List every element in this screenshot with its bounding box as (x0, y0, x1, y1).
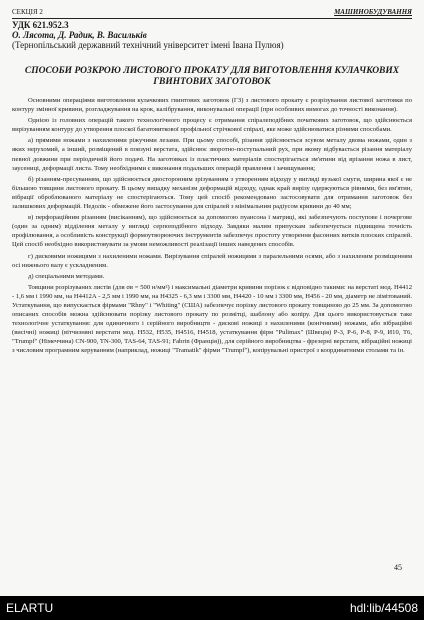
handle-link[interactable]: hdl:lib/44508 (349, 601, 418, 615)
authors: О. Лясота, Д. Радик, В. Васильків (12, 30, 147, 40)
list-item: б) різанням-пресуванням, що здійснюється двосторонним зрізуванням з утворенням відходу у вигляді вузької смуги, ширина якої є не більшою товщини листового прокату. В цьому випадку механізм деформацій відходу, однак край вирізу одержуються рівними, без вм'ятин, вібрації оброблюваного матеріалу не спостерігаються. Тому цей спосіб рекомендовано застосовувати для отримання заготовок без залишкових деформацій. Недолік - обмежене його застосування для спіралей з мінімальним радіусом кривини до 40 мм; (12, 175, 412, 211)
repository-brand[interactable]: ELARTU (6, 601, 54, 615)
affiliation: (Тернопільський державний технічний університет імені Івана Пулюя) (12, 40, 284, 50)
repository-footer (0, 596, 424, 620)
section-label: СЕКЦІЯ 2 (12, 8, 43, 16)
article-meta (12, 20, 412, 50)
paragraph: Основними операціями виготовлення кулачкових гвинтових заготовок (ГЗ) з листового прокату є розрізування листової заготовки по контуру змінної кривини, розгладжування на крок, калібрування, виконувальні операції (при особливих вимогах до точності виконання). (12, 97, 412, 114)
running-header (12, 6, 412, 19)
page-number: 45 (394, 563, 402, 572)
paragraph: Товщини розрізуваних листів (для σв = 500 н/мм²) і максимальні діаметри кривини порізок є відповідно такими: на верстаті мод. Н4412 - 1,6 мм і 1990 мм, на Н4412А - 2,5 мм і 1990 мм, на Н4325 - 6,3 мм і 3300 мм, Н4420 - 10 мм і 3300 мм, Н456 - 20 мм, діаметр не лімітований. Устаткування, що випускається фірмами "Rhny" і "Whiting" (США) забезпечує порізку листового прокату товщиною до 25 мм. За допомогою описаних способів можна здійснювати порізку листового прокату по розмітці, шаблону або копіру. Для цього використовується таке технологічне устаткування: для одиничного і серійного виробництв - дискові ножиці з нахиленими (конічними) ножами, або вібраційні (висічні) ножиці (вітчизняні верстати мод. Н532, Н535, Н4516, Н4518, устаткування фірм "Pulimax" (Швеція) Р-3, Р-6, Р-8, Р-9, И10, Т6, "Trumpf" (Німеччина) CN-900, TN-300, TAS-64, TAS-91; Fabrin (Франція)), для серійного виробництва - фрезерні верстати, вібраційні ножиці з числовим програмним керуванням (наприклад, ножиці "Tramatik" фірми "Trumpf"), копірувальні пристрої з координатними столами та ін. (12, 283, 412, 355)
article-body (12, 96, 412, 358)
list-item: д) спеціальними методами. (28, 272, 105, 280)
list-item: г) дисковими ножицями з нахиленими ножами. Вирізування спіралей ножицями з паралельними осями, або з нахиленим розміщенням осі нижнього валу є ускладненим. (12, 252, 412, 269)
list-item: а) прямими ножами з нахиленими ріжучими лезами. При цьому способі, різання здійснюється зсувом металу двома ножами, один з яких нерухомий, а інший, розміщений в повзуні верстата, здійснює зворотно-поступальний рух, при якому відбувається різання матеріалу певної довжини при періодичній його подачі. На заготовках із пластичних матеріалів спостерігається зм'ятини від врізання ножа в лист, заусениці, деформації листа. Тому необхідними є виконання подальших операцій правлення і зачищування; (12, 137, 412, 172)
article-title: СПОСОБИ РОЗКРОЮ ЛИСТОВОГО ПРОКАТУ ДЛЯ ВИГОТОВЛЕННЯ КУЛАЧКОВИХ ГВИНТОВИХ ЗАГОТОВОК (24, 66, 400, 87)
udc-code: УДК 621.952.3 (12, 20, 69, 30)
list-item: в) перфораційним різанням (висіканням), що здійснюється за допомогою пуансона і матриці, які забезпечують поступове і почергове (один за одним) відділення металу у вигляді серпоподібного відходу. Завдяки малим припускам забезпечується підвищена точність профілювання, а особливість конструкції формоутворюючих інструментів забезпечує простоту утворення фасонних витків плоских спіралей. Цей спосіб необхідно використовувати за умови неможливості реалізації інших наведених способів. (12, 214, 412, 249)
paragraph: Однією із головних операцій такого технологічного процесу є отримання спіралеподібних початкових заготовок, що здійснюється вирізуванням контуру до утворення плоскої багатовиткової профільної стрічкової спіралі, яке може здійснюватися різними способами. (12, 117, 412, 134)
section-topic: МАШИНОБУДУВАННЯ (334, 8, 412, 16)
